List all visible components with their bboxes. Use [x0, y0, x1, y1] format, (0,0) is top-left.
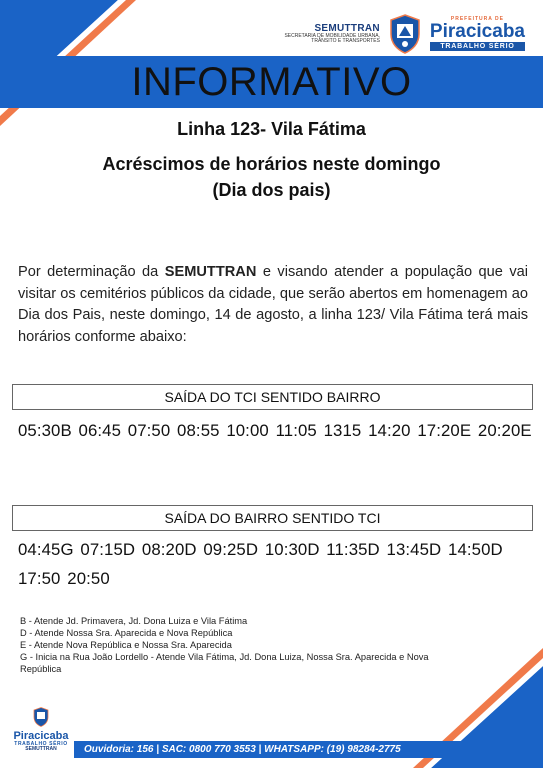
footer-crest-icon [32, 707, 50, 727]
pref-label: PREFEITURA DE [450, 16, 505, 22]
schedule-out-heading: SAÍDA DO TCI SENTIDO BAIRRO [12, 384, 533, 410]
announcement-paragraph [18, 262, 528, 348]
schedule-in-times: 04:45G 07:15D 08:20D 09:25D 10:30D 11:35D 13:45D 14:50D 17:50 20:50 [18, 540, 503, 588]
city-name: Piracicaba [429, 21, 525, 42]
line-title: Linha 123- Vila Fátima [177, 119, 366, 139]
legend [20, 615, 440, 675]
semuttran-subtitle-1: SECRETARIA DE MOBILIDADE URBANA, [284, 33, 380, 39]
semuttran-subtitle-2: TRÂNSITO E TRANSPORTES [311, 38, 380, 44]
legend-item: B - Atende Jd. Primavera, Jd. Dona Luiza e Vila Fátima [20, 616, 248, 626]
contact-bar: Ouvidoria: 156 | SAC: 0800 770 3553 | WHATSAPP: (19) 98284-2775 [74, 741, 494, 758]
footer-tagline: TRABALHO SÉRIO [14, 741, 68, 747]
city-crest-icon [388, 14, 422, 54]
tagline: TRABALHO SÉRIO [430, 42, 525, 51]
informativo-banner [0, 56, 543, 108]
legend-item: E - Atende Nova República e Nossa Sra. Aparecida [20, 640, 232, 650]
legend-item: G - Inicia na Rua João Lordello - Atende Vila Fátima, Jd. Dona Luiza, Nossa Sra. Aparecida e Nova República [20, 652, 429, 674]
footer-city: Piracicaba [13, 730, 69, 742]
schedule-out-times: 05:30B 06:45 07:50 08:55 10:00 11:05 1315 14:20 17:20E 20:20E [18, 421, 532, 440]
paragraph-rest: e visando atender a população que vai visitar os cemitérios públicos da cidade, que serão abertos em homenagem ao Dia dos Pais, neste domingo, 14 de agosto, a linha 123/ Vila Fátima terá mais horários conforme abaixo: [18, 264, 528, 345]
piracicaba-logo [430, 17, 525, 51]
headline-sub-1: Acréscimos de horários neste domingo [102, 154, 441, 174]
schedule-in-heading: SAÍDA DO BAIRRO SENTIDO TCI [12, 505, 533, 531]
header-logos [284, 12, 525, 56]
footer-logo [12, 707, 70, 752]
headline-sub-2: (Dia dos pais) [212, 180, 331, 200]
footer-semuttran: SEMUTTRAN [25, 746, 57, 752]
legend-item: D - Atende Nossa Sra. Aparecida e Nova República [20, 628, 233, 638]
paragraph-intro: Por determinação da [18, 264, 165, 280]
semuttran-logo [284, 24, 379, 44]
paragraph-bold: SEMUTTRAN [164, 264, 257, 280]
banner-title: INFORMATIVO [131, 59, 412, 104]
semuttran-name: SEMUTTRAN [314, 23, 380, 34]
